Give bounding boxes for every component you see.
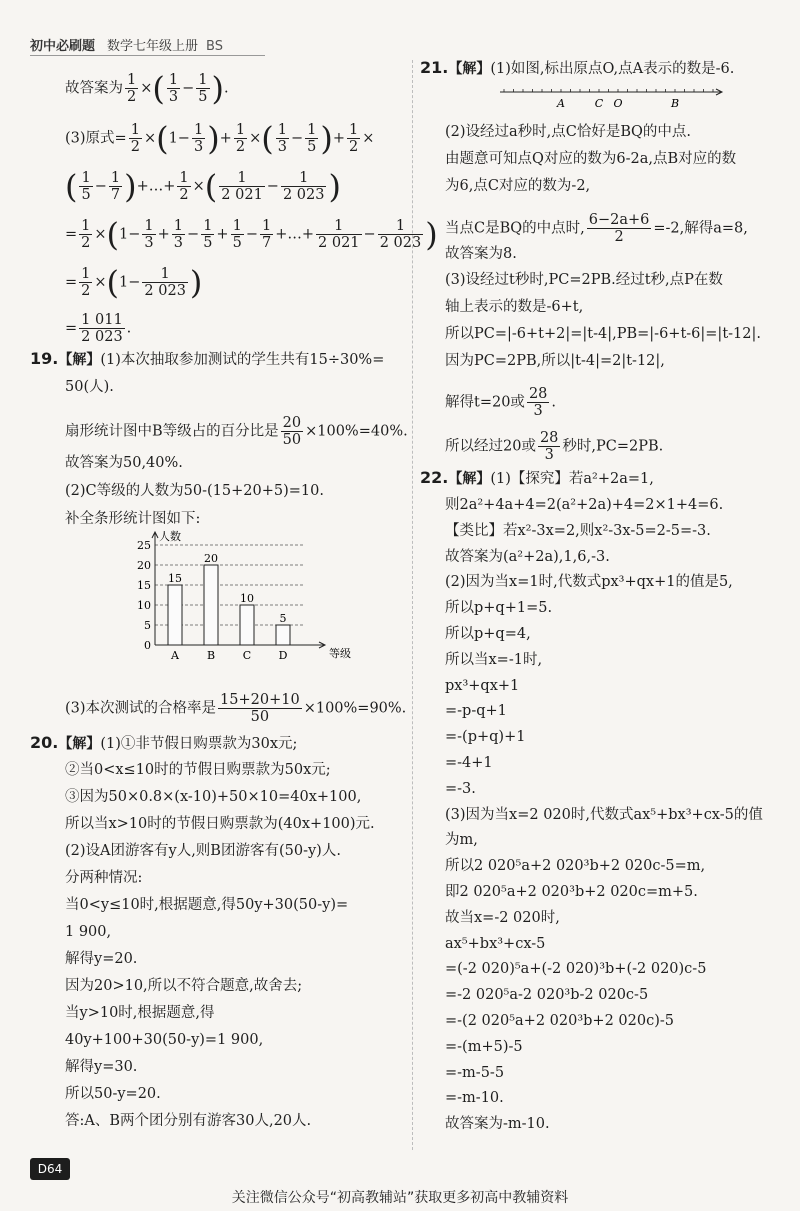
bar-B: [204, 565, 218, 645]
q22-line-5: (2)因为当x=1时,代数式px³+qx+1的值是5,: [445, 574, 733, 591]
expr-line-5: = $\frac{1 011}{2 023}$ .: [65, 312, 132, 345]
q19-number: 19.: [30, 349, 59, 368]
q22-line-13: =-3.: [445, 780, 476, 797]
point-label-B: B: [670, 97, 680, 110]
q22-line-15: 为m,: [445, 832, 478, 849]
q22-number: 22.: [420, 468, 449, 487]
q22-line-4: 故答案为(a²+2a),1,6,-3.: [445, 548, 610, 565]
q22-line-1: 22.【解】(1)【探究】若a²+2a=1,: [420, 468, 654, 487]
q19-line-6: 补全条形统计图如下:: [65, 511, 201, 527]
q19-line-5: (2)C等级的人数为50-(15+20+5)=10.: [65, 483, 324, 499]
q22-line-24: =-m-5-5: [445, 1064, 505, 1081]
q22-line-20: =(-2 020)⁵a+(-2 020)³b+(-2 020)c-5: [445, 961, 707, 978]
q21-line-11: 解得t=20或 $\frac{28}{3}$ .: [445, 386, 556, 419]
q20-line-13: 解得y=30.: [65, 1059, 138, 1075]
x-tick-label: B: [206, 649, 216, 662]
y-tick-label: 0: [144, 639, 151, 652]
q22-line-22: =-(2 020⁵a+2 020³b+2 020c)-5: [445, 1013, 674, 1029]
q20-line-12: 40y+100+30(50-y)=1 900,: [65, 1032, 264, 1048]
q19-line-2: 50(人).: [65, 379, 114, 395]
q22-line-7: 所以p+q=4,: [445, 626, 531, 642]
q19-line-3: 扇形统计图中B等级占的百分比是 $\frac{20}{50}$ ×100%=40%.: [65, 415, 408, 448]
q22-line-9: px³+qx+1: [445, 677, 520, 694]
q22-line-19: ax⁵+bx³+cx-5: [445, 935, 546, 952]
q22-line-3: 【类比】若x²-3x=2,则x²-3x-5=2-5=-3.: [445, 522, 711, 539]
q21-line-1: 21.【解】(1)如图,标出原点O,点A表示的数是-6.: [420, 58, 735, 77]
x-tick-label: A: [171, 649, 179, 662]
x-tick-label: C: [242, 649, 252, 662]
bar-D: [276, 625, 290, 645]
q20-line-15: 答:A、B两个团分别有游客30人,20人.: [65, 1113, 312, 1129]
q21-line-4: 为6,点C对应的数为-2,: [445, 178, 591, 194]
x-tick-label: D: [278, 649, 288, 662]
q22-line-11: =-(p+q)+1: [445, 729, 526, 746]
q22-line-23: =-(m+5)-5: [445, 1038, 523, 1055]
bar-C: [240, 605, 254, 645]
q20-line-11: 当y>10时,根据题意,得: [65, 1005, 215, 1021]
q21-line-10: 因为PC=2PB,所以|t-4|=2|t-12|,: [445, 353, 665, 369]
bar-chart: [125, 530, 351, 665]
q20-line-2: ②当0<x≤10时的节假日购票款为50x元;: [65, 762, 331, 778]
y-tick-label: 20: [137, 559, 151, 572]
bar-value-label: 20: [204, 552, 218, 565]
subject-label: 数学七年级上册: [107, 39, 199, 54]
q21-line-7: (3)设经过t秒时,PC=2PB.经过t秒,点P在数: [445, 272, 723, 288]
q20-line-8: 1 900,: [65, 924, 112, 940]
q22-line-6: 所以p+q+1=5.: [445, 600, 553, 617]
q19-line-4: 故答案为50,40%.: [65, 455, 183, 471]
bar-value-label: 5: [279, 612, 287, 625]
footer-note: 关注微信公众号“初高教辅站”获取更多初高中教辅资料: [231, 1190, 569, 1206]
q21-line-3: 由题意可知点Q对应的数为6-2a,点B对应的数: [445, 151, 737, 167]
q20-line-9: 解得y=20.: [65, 951, 138, 967]
q20-line-4: 所以当x>10时的节假日购票款为(40x+100)元.: [65, 816, 375, 832]
q22-line-21: =-2 020⁵a-2 020³b-2 020c-5: [445, 987, 649, 1004]
q22-line-16: 所以2 020⁵a+2 020³b+2 020c-5=m,: [445, 858, 706, 875]
bar-A: [168, 585, 182, 645]
q22-line-2: 则2a²+4a+4=2(a²+2a)+4=2×1+4=6.: [445, 497, 724, 513]
page-header: [0, 0, 800, 58]
q22-line-8: 所以当x=-1时,: [445, 651, 543, 668]
q21-line-2: (2)设经过a秒时,点C恰好是BQ的中点.: [445, 124, 692, 140]
running-head: [30, 35, 223, 54]
edition-label: BS: [206, 39, 223, 54]
answer-line-18: 故答案为 $\frac{1}{2}$ ×( $\frac{1}{3}$ − $\frac{1}{5}$ ).: [65, 69, 229, 108]
q22-line-25: =-m-10.: [445, 1090, 504, 1107]
page-number: D64: [30, 1158, 70, 1180]
expr-line-4: = $\frac{1}{2}$ ×(1− $\frac{1}{2 023}$ ): [65, 263, 203, 302]
point-label-O: O: [613, 97, 623, 110]
point-label-A: A: [557, 97, 565, 110]
q21-line-6: 故答案为8.: [445, 246, 517, 262]
expr-line-1: (3)原式= $\frac{1}{2}$ ×(1− $\frac{1}{3}$ )+ $\frac{1}{2}$ ×( $\frac{1}{3}$ − $\frac{1}{5}$ )+ $\frac{1}{2}$ ×: [65, 119, 375, 158]
q21-line-8: 轴上表示的数是-6+t,: [445, 299, 584, 315]
q22-line-17: 即2 020⁵a+2 020³b+2 020c=m+5.: [445, 884, 698, 900]
q20-number: 20.: [30, 733, 59, 752]
number-line: [500, 84, 730, 114]
expr-line-2: ( $\frac{1}{5}$ − $\frac{1}{7}$ )+…+ $\frac{1}{2}$ ×( $\frac{1}{2 021}$ − $\frac{1}{2 023}$ ): [65, 167, 341, 206]
q22-line-14: (3)因为当x=2 020时,代数式ax⁵+bx³+cx-5的值: [445, 806, 763, 823]
point-label-C: C: [594, 97, 604, 110]
q21-line-5: 当点C是BQ的中点时, $\frac{6-2a+6}{2}$ =-2,解得a=8,: [445, 212, 748, 245]
x-axis-label: 等级: [329, 647, 351, 660]
q22-line-18: 故当x=-2 020时,: [445, 909, 560, 926]
q19-line-7: (3)本次测试的合格率是 $\frac{15+20+10}{50}$ ×100%=90%.: [65, 692, 407, 725]
q20-line-6: 分两种情况:: [65, 870, 143, 886]
q22-line-10: =-p-q+1: [445, 703, 507, 720]
y-axis-label: 人数: [159, 530, 181, 543]
q19-line-1: 19.【解】(1)本次抽取参加测试的学生共有15÷30%=: [30, 349, 385, 368]
bar-value-label: 10: [240, 592, 254, 605]
y-tick-label: 15: [137, 579, 151, 592]
y-tick-label: 5: [144, 619, 151, 632]
q20-line-7: 当0<y≤10时,根据题意,得50y+30(50-y)=: [65, 897, 349, 913]
q22-line-26: 故答案为-m-10.: [445, 1116, 550, 1133]
book-title: 初中必刷题: [30, 39, 96, 54]
q22-line-12: =-4+1: [445, 755, 493, 771]
expr-line-3: = $\frac{1}{2}$ ×(1− $\frac{1}{3}$ + $\frac{1}{3}$ − $\frac{1}{5}$ + $\frac{1}{5}$ − $\frac{1}{7}$ +…+ $\frac{1}{2 021}$ − $\frac{1}{2 023}$ ): [65, 215, 438, 254]
y-tick-label: 25: [137, 539, 151, 552]
q20-line-10: 因为20>10,所以不符合题意,故舍去;: [65, 978, 303, 994]
header-rule: [30, 55, 265, 56]
q20-line-5: (2)设A团游客有y人,则B团游客有(50-y)人.: [65, 843, 341, 859]
q20-line-3: ③因为50×0.8×(x-10)+50×10=40x+100,: [65, 789, 362, 805]
q21-number: 21.: [420, 58, 449, 77]
q20-line-14: 所以50-y=20.: [65, 1086, 161, 1102]
q21-line-12: 所以经过20或 $\frac{28}{3}$ 秒时,PC=2PB.: [445, 430, 664, 463]
q20-line-1: 20.【解】(1)①非节假日购票款为30x元;: [30, 733, 298, 752]
q21-line-9: 所以PC=|-6+t+2|=|t-4|,PB=|-6+t-6|=|t-12|.: [445, 326, 761, 342]
bar-value-label: 15: [168, 572, 182, 585]
y-tick-label: 10: [137, 599, 151, 612]
